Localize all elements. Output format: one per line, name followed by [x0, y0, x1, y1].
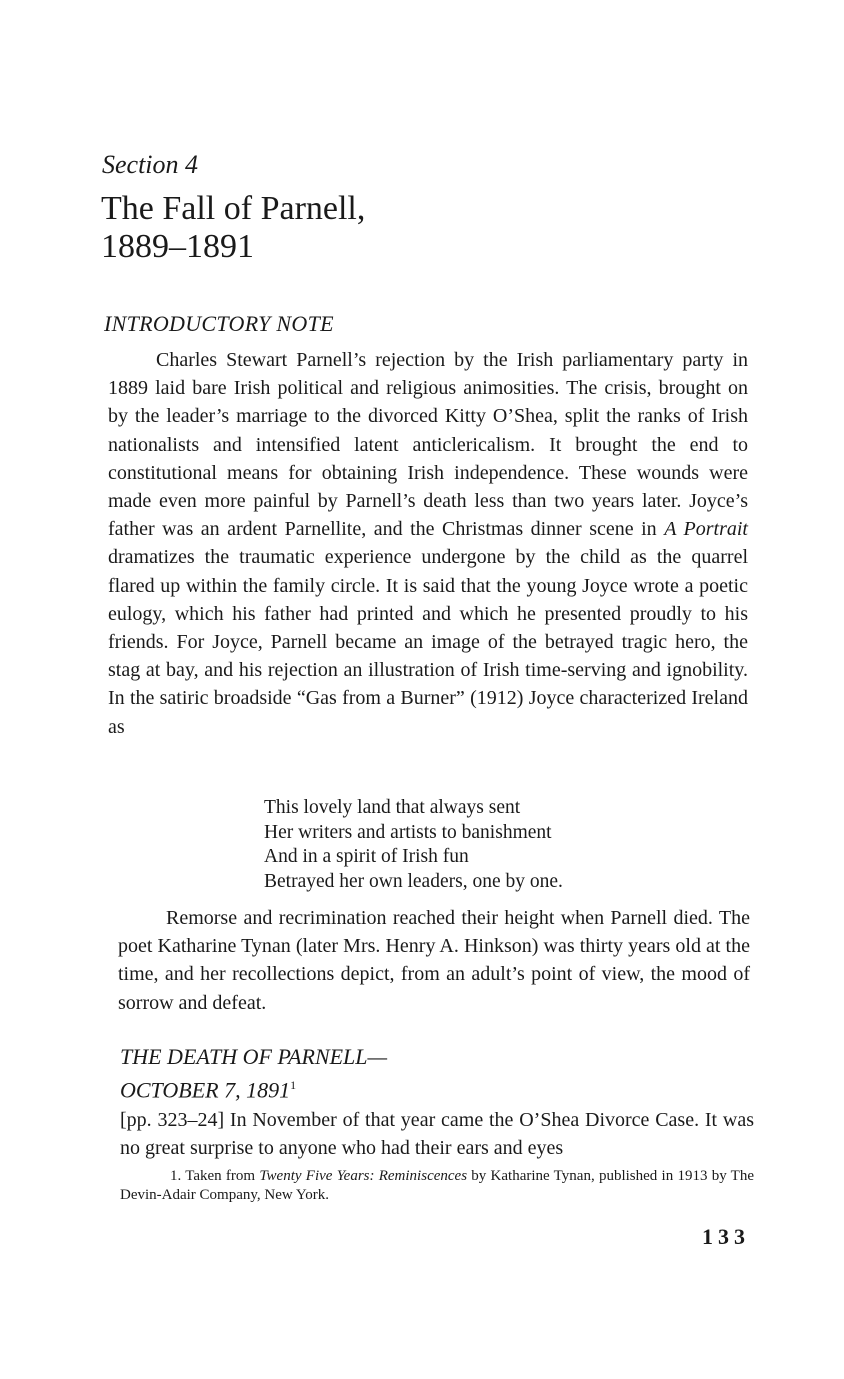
poem-quote	[264, 796, 563, 894]
excerpt-heading-line-1: THE DEATH OF PARNELL—	[120, 1044, 388, 1069]
chapter-title-line-1: The Fall of Parnell,	[101, 190, 366, 227]
excerpt-heading	[120, 1043, 387, 1104]
intro-italic-title: A Portrait	[664, 518, 748, 541]
footnote	[120, 1167, 754, 1205]
footnote-text-part-2: by Katharine Tynan, published in 1913 by The Devin-Adair Company, New York.	[120, 1168, 754, 1203]
footnote-italic-title: Twenty Five Years: Reminiscences	[259, 1168, 468, 1184]
poem-line: Her writers and artists to banishment	[264, 821, 552, 843]
excerpt-heading-line-2	[120, 1071, 387, 1104]
poem-line: This lovely land that always sent	[264, 797, 521, 818]
chapter-title-line-2: 1889–1891	[101, 228, 254, 265]
excerpt-heading-date: OCTOBER 7, 1891	[120, 1077, 291, 1103]
poem-line: And in a spirit of Irish fun	[264, 846, 469, 867]
footnote-reference: 1	[290, 1078, 297, 1092]
footnote-text-part-1: 1. Taken from	[170, 1168, 260, 1184]
intro-text-part-1: Charles Stewart Parnell’s rejection by the Irish parliamentary party in 1889 laid bare Irish political and religious animosities. The crisis, brought on by the leader’s marriage to the divorced Kitty O’Shea, split the ranks of Irish nationalists and intensified latent anticlericalism. It brought the end to constitutional means for obtaining Irish independence. These wounds were made even more painful by Parnell’s death less than two years later. Joyce’s father was an ardent Parnellite, and the Christmas dinner scene in	[108, 349, 748, 541]
introductory-note-heading: INTRODUCTORY NOTE	[104, 311, 334, 336]
introductory-paragraph	[108, 346, 748, 741]
excerpt-paragraph: [pp. 323–24] In November of that year came the O’Shea Divorce Case. It was no great surprise to anyone who had their ears and eyes	[120, 1109, 754, 1160]
second-paragraph: Remorse and recrimination reached their height when Parnell died. The poet Katharine Tynan (later Mrs. Henry A. Hinkson) was thirty years old at the time, and her recollections depict, from an adult’s point of view, the mood of sorrow and defeat.	[118, 907, 750, 1014]
section-label: Section 4	[102, 150, 199, 179]
page-number: 133	[702, 1224, 750, 1249]
intro-text-part-2: dramatizes the traumatic experience undergone by the child as the quarrel flared up within the family circle. It is said that the young Joyce wrote a poetic eulogy, which his father had printed and which he presented proudly to his friends. For Joyce, Parnell became an image of the betrayed tragic hero, the stag at bay, and his rejection an illustration of Irish time-serving and ignobility. In the satiric broadside “Gas from a Burner” (1912) Joyce characterized Ireland as	[108, 546, 748, 738]
poem-line: Betrayed her own leaders, one by one.	[264, 870, 563, 892]
chapter-title	[101, 190, 365, 266]
